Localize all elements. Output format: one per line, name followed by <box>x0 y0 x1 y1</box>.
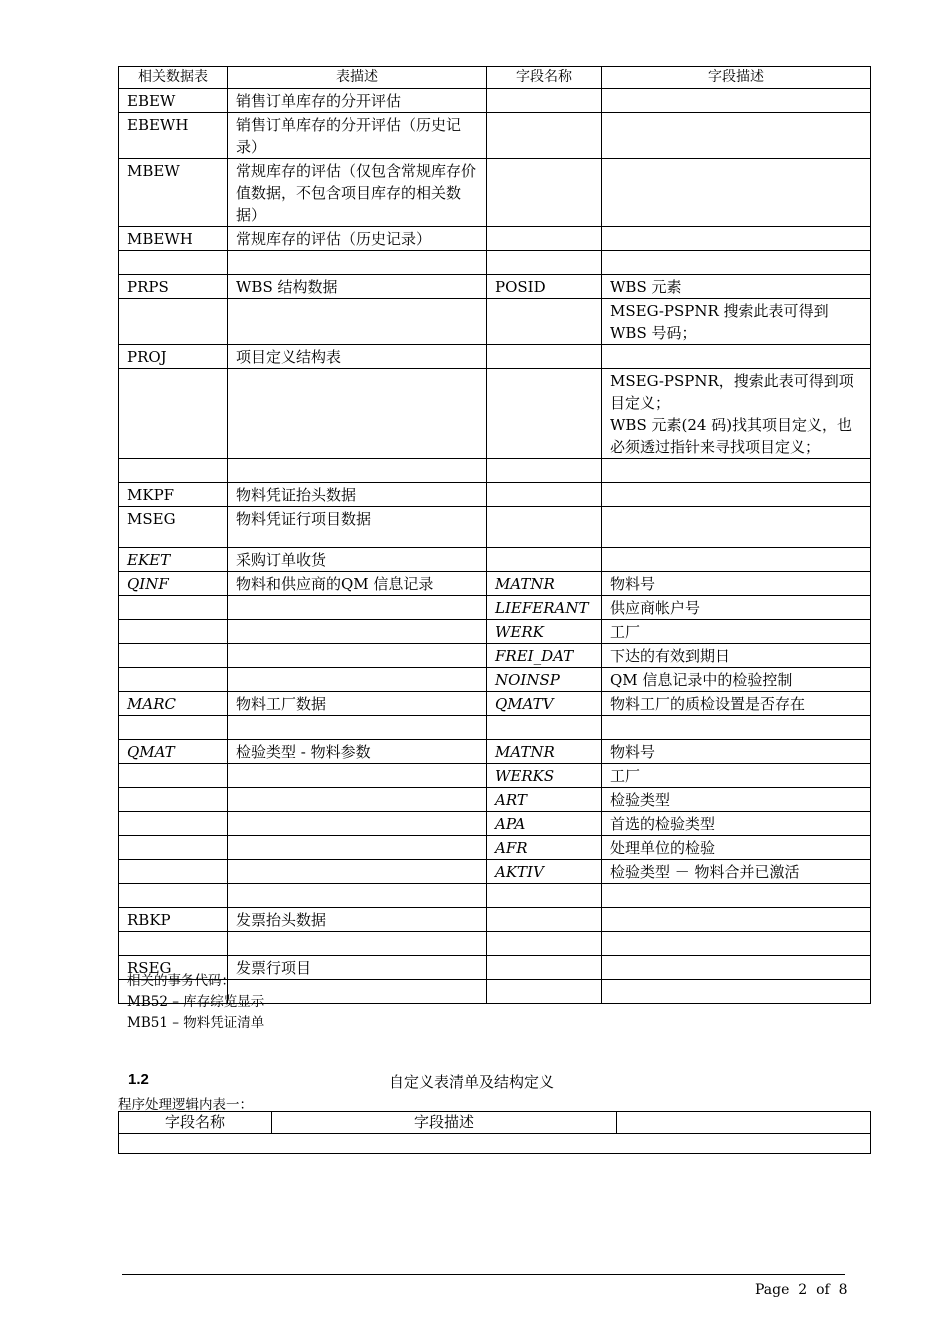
cell-table-description: 常规库存的评估（仅包含常规库存价值数据，不包含项目库存的相关数据） <box>228 159 487 227</box>
cell-field-name <box>487 299 602 345</box>
cell-table-name <box>119 299 228 345</box>
table-row <box>119 812 871 836</box>
cell-field-name <box>487 932 602 956</box>
cell-field-name <box>487 369 602 459</box>
table-row <box>119 227 871 251</box>
table-row <box>119 788 871 812</box>
cell-table-name: PROJ <box>119 345 228 369</box>
cell-table-name: MSEG <box>119 507 228 548</box>
cell-table-name: PRPS <box>119 275 228 299</box>
cell-field-description <box>602 113 871 159</box>
cell-table-description: WBS 结构数据 <box>228 275 487 299</box>
header-field-name: 字段名称 <box>487 67 602 89</box>
cell-field-name <box>487 113 602 159</box>
page-total: 8 <box>838 1282 848 1298</box>
table-cell <box>119 1134 871 1154</box>
table-row <box>119 159 871 227</box>
cell-field-description <box>602 932 871 956</box>
header-field-name: 字段名称 <box>119 1112 272 1134</box>
cell-field-name: WERK <box>487 620 602 644</box>
cell-table-description: 常规库存的评估（历史记录） <box>228 227 487 251</box>
header-table-description: 表描述 <box>228 67 487 89</box>
cell-field-description <box>602 956 871 980</box>
cell-field-name <box>487 159 602 227</box>
cell-table-name <box>119 369 228 459</box>
header-related-table: 相关数据表 <box>119 67 228 89</box>
table-row <box>119 716 871 740</box>
table-row <box>119 1134 871 1154</box>
table-row <box>119 860 871 884</box>
cell-table-name <box>119 788 228 812</box>
cell-field-description: MSEG-PSPNR，搜索此表可得到项目定义； WBS 元素(24 码)找其项目定义，也必须透过指针来寻找项目定义； <box>602 369 871 459</box>
table-header-row <box>119 1112 871 1134</box>
cell-field-description: WBS 元素 <box>602 275 871 299</box>
cell-field-description: 检验类型 － 物料合并已激活 <box>602 860 871 884</box>
cell-table-name: EBEW <box>119 89 228 113</box>
cell-table-description <box>228 644 487 668</box>
custom-table-definition <box>118 1111 871 1154</box>
table-row <box>119 692 871 716</box>
cell-field-name <box>487 884 602 908</box>
cell-table-name <box>119 716 228 740</box>
cell-field-name <box>487 483 602 507</box>
footer-divider <box>122 1274 845 1275</box>
cell-table-description <box>228 596 487 620</box>
cell-table-name: QINF <box>119 572 228 596</box>
cell-table-name <box>119 596 228 620</box>
cell-table-description: 物料凭证行项目数据 <box>228 507 487 548</box>
cell-field-name <box>487 980 602 1004</box>
cell-field-name <box>487 345 602 369</box>
cell-field-name: APA <box>487 812 602 836</box>
cell-field-name: MATNR <box>487 572 602 596</box>
cell-field-description <box>602 908 871 932</box>
table-row <box>119 620 871 644</box>
header-extra <box>617 1112 871 1134</box>
cell-table-name: RBKP <box>119 908 228 932</box>
cell-table-description: 物料和供应商的QM 信息记录 <box>228 572 487 596</box>
cell-field-description <box>602 716 871 740</box>
cell-field-description <box>602 159 871 227</box>
table-row <box>119 908 871 932</box>
cell-table-name <box>119 251 228 275</box>
cell-table-description: 项目定义结构表 <box>228 345 487 369</box>
cell-table-name: EBEWH <box>119 113 228 159</box>
cell-table-description <box>228 251 487 275</box>
table-row <box>119 89 871 113</box>
cell-table-description <box>228 764 487 788</box>
cell-field-name: MATNR <box>487 740 602 764</box>
cell-field-name: AFR <box>487 836 602 860</box>
cell-table-name <box>119 932 228 956</box>
cell-table-name <box>119 812 228 836</box>
cell-field-name: QMATV <box>487 692 602 716</box>
section-number: 1.2 <box>128 1071 149 1088</box>
table-row <box>119 932 871 956</box>
header-field-description: 字段描述 <box>272 1112 617 1134</box>
cell-field-description: 物料工厂的质检设置是否存在 <box>602 692 871 716</box>
table-row <box>119 483 871 507</box>
cell-field-name <box>487 89 602 113</box>
page-label: Page <box>755 1282 790 1298</box>
table-row <box>119 884 871 908</box>
cell-field-name: AKTIV <box>487 860 602 884</box>
cell-field-description: 工厂 <box>602 620 871 644</box>
cell-field-description: QM 信息记录中的检验控制 <box>602 668 871 692</box>
table-row <box>119 740 871 764</box>
table-row <box>119 251 871 275</box>
cell-table-description <box>228 860 487 884</box>
cell-table-description <box>228 369 487 459</box>
notes-line: MB52 – 库存综览显示 <box>127 994 265 1010</box>
cell-field-name <box>487 716 602 740</box>
table-row <box>119 369 871 459</box>
cell-table-name: MBEW <box>119 159 228 227</box>
cell-table-description <box>228 459 487 483</box>
cell-table-description <box>228 812 487 836</box>
cell-table-name: EKET <box>119 548 228 572</box>
cell-field-name <box>487 227 602 251</box>
cell-table-name <box>119 860 228 884</box>
cell-table-description: 物料凭证抬头数据 <box>228 483 487 507</box>
cell-field-description <box>602 459 871 483</box>
cell-field-description: 首选的检验类型 <box>602 812 871 836</box>
table-row <box>119 548 871 572</box>
cell-table-name <box>119 620 228 644</box>
table-row <box>119 275 871 299</box>
cell-field-description <box>602 980 871 1004</box>
cell-table-description <box>228 884 487 908</box>
cell-table-description: 发票抬头数据 <box>228 908 487 932</box>
cell-field-description <box>602 483 871 507</box>
cell-table-description <box>228 299 487 345</box>
cell-table-name: MARC <box>119 692 228 716</box>
section-title: 自定义表清单及结构定义 <box>389 1073 555 1091</box>
cell-field-description <box>602 251 871 275</box>
notes-title: 相关的事务代码： <box>127 973 235 989</box>
cell-table-description: 销售订单库存的分开评估（历史记录） <box>228 113 487 159</box>
cell-field-name: WERKS <box>487 764 602 788</box>
transaction-codes-note <box>127 971 264 1034</box>
cell-field-name <box>487 507 602 548</box>
table-row <box>119 299 871 345</box>
cell-field-description <box>602 345 871 369</box>
table-row <box>119 764 871 788</box>
cell-table-name <box>119 884 228 908</box>
cell-table-name <box>119 644 228 668</box>
table-row <box>119 572 871 596</box>
table-row <box>119 668 871 692</box>
cell-field-description: 处理单位的检验 <box>602 836 871 860</box>
table-row <box>119 345 871 369</box>
table-row <box>119 507 871 548</box>
cell-table-description <box>228 716 487 740</box>
cell-field-name <box>487 459 602 483</box>
table-row <box>119 459 871 483</box>
cell-table-description <box>228 668 487 692</box>
cell-table-description: 发票行项目 <box>228 956 487 980</box>
cell-table-name: RSEG <box>119 956 228 980</box>
related-tables-table <box>118 66 871 1004</box>
cell-field-name: POSID <box>487 275 602 299</box>
cell-field-description: 工厂 <box>602 764 871 788</box>
cell-field-description: 下达的有效到期日 <box>602 644 871 668</box>
cell-field-description: MSEG-PSPNR 搜索此表可得到 WBS 号码； <box>602 299 871 345</box>
cell-table-description <box>228 980 487 1004</box>
cell-table-description: 物料工厂数据 <box>228 692 487 716</box>
cell-table-description: 采购订单收货 <box>228 548 487 572</box>
cell-field-description <box>602 227 871 251</box>
cell-field-name <box>487 548 602 572</box>
cell-field-name: FREI_DAT <box>487 644 602 668</box>
cell-field-name: ART <box>487 788 602 812</box>
cell-table-description <box>228 932 487 956</box>
cell-table-description <box>228 620 487 644</box>
cell-field-description: 供应商帐户号 <box>602 596 871 620</box>
cell-table-name <box>119 764 228 788</box>
cell-table-name: MKPF <box>119 483 228 507</box>
cell-field-description: 检验类型 <box>602 788 871 812</box>
cell-field-name: NOINSP <box>487 668 602 692</box>
cell-field-description <box>602 89 871 113</box>
cell-field-name <box>487 956 602 980</box>
section-subtitle: 程序处理逻辑内表一： <box>118 1097 253 1113</box>
cell-table-name <box>119 459 228 483</box>
cell-field-name <box>487 251 602 275</box>
of-label: of <box>816 1282 830 1298</box>
table-row <box>119 836 871 860</box>
cell-table-name: MBEWH <box>119 227 228 251</box>
table-row <box>119 596 871 620</box>
page-number: 2 <box>798 1282 808 1298</box>
cell-field-description <box>602 884 871 908</box>
notes-line: MB51 – 物料凭证清单 <box>127 1015 265 1031</box>
cell-table-description: 检验类型 - 物料参数 <box>228 740 487 764</box>
cell-table-description <box>228 836 487 860</box>
table-row <box>119 113 871 159</box>
table-header-row <box>119 67 871 89</box>
table-row <box>119 644 871 668</box>
cell-field-description <box>602 548 871 572</box>
cell-field-name <box>487 908 602 932</box>
cell-field-name: LIEFERANT <box>487 596 602 620</box>
cell-table-name <box>119 836 228 860</box>
cell-table-name: QMAT <box>119 740 228 764</box>
cell-table-description: 销售订单库存的分开评估 <box>228 89 487 113</box>
page-footer <box>755 1282 848 1298</box>
cell-table-description <box>228 788 487 812</box>
cell-field-description: 物料号 <box>602 572 871 596</box>
header-field-description: 字段描述 <box>602 67 871 89</box>
cell-table-name <box>119 668 228 692</box>
cell-field-description: 物料号 <box>602 740 871 764</box>
cell-field-description <box>602 507 871 548</box>
